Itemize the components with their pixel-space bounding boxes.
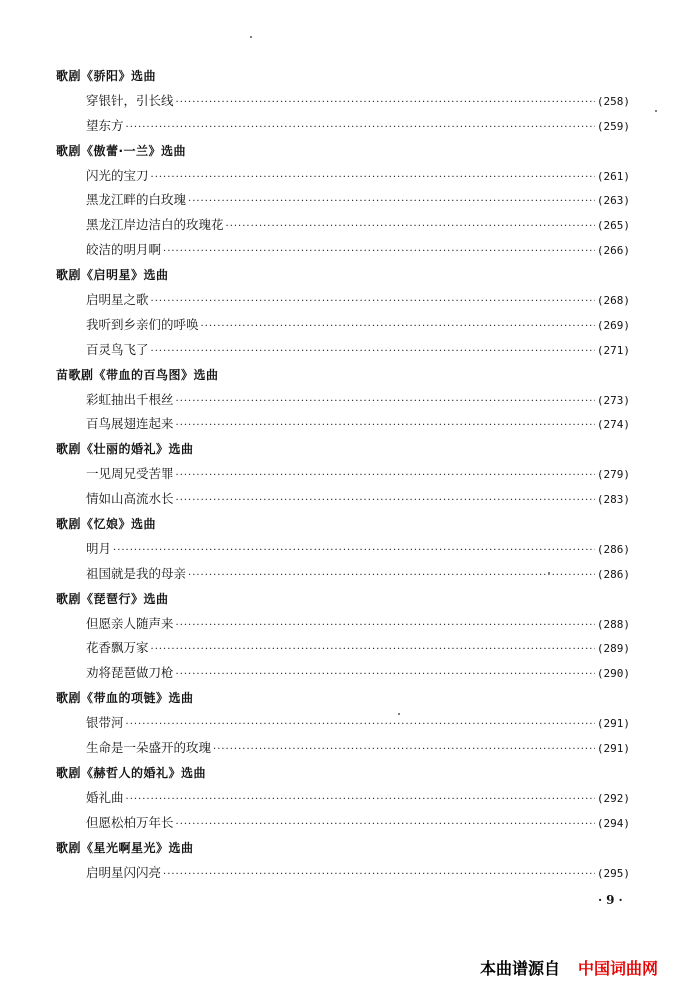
entry-title: 穿银针，引长线 [86, 92, 174, 108]
toc-entry[interactable] [56, 213, 630, 238]
dot-leader [151, 290, 595, 315]
toc-entry[interactable] [56, 786, 630, 811]
entry-title: 百灵鸟飞了 [86, 341, 149, 357]
entry-title: 花香飘万家 [86, 640, 149, 656]
dot-leader [163, 863, 595, 888]
toc-entry[interactable] [56, 537, 630, 562]
entry-page-number: (265) [596, 219, 630, 233]
footer-site-name[interactable]: 中国词曲网 [578, 959, 659, 978]
toc-entry[interactable] [56, 238, 630, 263]
entry-title: 银带河 [86, 715, 124, 731]
dot-leader [176, 414, 595, 439]
dot-leader [176, 464, 595, 489]
entry-title: 我听到乡亲们的呼唤 [86, 316, 199, 332]
toc-entry[interactable] [56, 288, 630, 313]
entry-page-number: (279) [596, 468, 630, 482]
entry-page-number: (271) [596, 343, 630, 357]
entry-title: 黑龙江岸边洁白的玫瑰花 [86, 217, 224, 233]
entry-page-number: (263) [596, 194, 630, 208]
section-heading: 苗歌剧《带血的百鸟图》选曲 [56, 367, 219, 382]
toc-entry[interactable] [56, 313, 630, 338]
dot-leader [188, 190, 595, 215]
entry-page-number: (269) [596, 318, 630, 332]
entry-title: 生命是一朵盛开的玫瑰 [86, 740, 212, 756]
entry-page-number: (283) [596, 493, 630, 507]
entry-page-number: (288) [596, 617, 630, 631]
toc-entry[interactable] [56, 338, 630, 363]
toc-entry[interactable] [56, 89, 630, 114]
toc-entry[interactable] [56, 412, 630, 437]
dot-leader [126, 788, 595, 813]
scan-speck [398, 713, 400, 715]
entry-page-number: (292) [596, 791, 630, 805]
toc-entry[interactable] [56, 861, 630, 886]
entry-title: 明月 [86, 540, 112, 556]
entry-page-number: (291) [596, 717, 630, 731]
entry-title: 但愿亲人随声来 [86, 615, 174, 631]
toc-entry[interactable] [56, 462, 630, 487]
entry-page-number: (259) [596, 119, 630, 133]
dot-leader [176, 91, 595, 116]
dot-leader [151, 638, 595, 663]
dot-leader [188, 564, 595, 589]
toc-entry[interactable] [56, 736, 630, 761]
dot-leader [213, 738, 595, 763]
toc-entry[interactable] [56, 661, 630, 686]
dot-leader [151, 166, 595, 191]
section-heading: 歌剧《带血的项链》选曲 [56, 691, 194, 706]
entry-title: 望东方 [86, 117, 124, 133]
footer-source-label: 本曲谱源自 [480, 959, 561, 978]
dot-leader [163, 240, 595, 265]
scan-speck [250, 36, 252, 38]
table-of-contents [56, 64, 630, 885]
footer-watermark [480, 956, 684, 978]
dot-leader [126, 116, 595, 141]
scan-speck [655, 110, 657, 112]
section-heading: 歌剧《傲蕾·一兰》选曲 [56, 143, 187, 158]
toc-entry[interactable] [56, 811, 630, 836]
dot-leader [176, 489, 595, 514]
dot-leader [201, 315, 595, 340]
entry-page-number: (261) [596, 169, 630, 183]
entry-page-number: (274) [596, 418, 630, 432]
section-heading: 歌剧《启明星》选曲 [56, 268, 169, 283]
entry-page-number: (289) [596, 642, 630, 656]
entry-title: 劝将琵琶做刀枪 [86, 665, 174, 681]
entry-page-number: (268) [596, 294, 630, 308]
entry-title: 启明星闪闪亮 [86, 864, 162, 880]
section-heading: 歌剧《壮丽的婚礼》选曲 [56, 442, 194, 457]
entry-title: 百鸟展翅连起来 [86, 416, 174, 432]
entry-page-number: (273) [596, 393, 630, 407]
dot-leader [126, 713, 595, 738]
entry-page-number: (266) [596, 244, 630, 258]
entry-page-number: (295) [596, 866, 630, 880]
entry-title: 但愿松柏万年长 [86, 814, 174, 830]
scan-speck [548, 572, 550, 574]
entry-title: 一见周兄受苦罪 [86, 466, 174, 482]
toc-entry[interactable] [56, 612, 630, 637]
section-heading: 歌剧《琵琶行》选曲 [56, 591, 169, 606]
dot-leader [151, 340, 595, 365]
entry-page-number: (294) [596, 816, 630, 830]
dot-leader [176, 813, 595, 838]
entry-title: 启明星之歌 [86, 292, 149, 308]
section-heading: 歌剧《忆娘》选曲 [56, 517, 157, 532]
entry-page-number: (286) [596, 567, 630, 581]
toc-entry[interactable] [56, 388, 630, 413]
page-number: ·9· [598, 893, 627, 907]
entry-title: 皎洁的明月啊 [86, 242, 162, 258]
dot-leader [113, 539, 595, 564]
toc-entry[interactable] [56, 636, 630, 661]
dot-leader [176, 663, 595, 688]
entry-title: 婚礼曲 [86, 789, 124, 805]
toc-entry[interactable] [56, 188, 630, 213]
entry-title: 闪光的宝刀 [86, 167, 149, 183]
toc-entry[interactable] [56, 562, 630, 587]
toc-entry[interactable] [56, 711, 630, 736]
toc-entry[interactable] [56, 114, 630, 139]
section-heading: 歌剧《骄阳》选曲 [56, 69, 157, 83]
dot-leader [176, 614, 595, 639]
entry-page-number: (286) [596, 542, 630, 556]
entry-title: 彩虹抽出千根丝 [86, 391, 174, 407]
entry-title: 黑龙江畔的白玫瑰 [86, 192, 187, 208]
section-heading: 歌剧《赫哲人的婚礼》选曲 [56, 765, 207, 780]
entry-page-number: (291) [596, 742, 630, 756]
entry-page-number: (258) [596, 94, 630, 108]
toc-entry[interactable] [56, 487, 630, 512]
dot-leader [226, 215, 595, 240]
section-heading: 歌剧《星光啊星光》选曲 [56, 840, 194, 855]
toc-entry[interactable] [56, 164, 630, 189]
entry-title: 情如山高流水长 [86, 491, 174, 507]
dot-leader [176, 390, 595, 415]
entry-page-number: (290) [596, 667, 630, 681]
entry-title: 祖国就是我的母亲 [86, 565, 187, 581]
